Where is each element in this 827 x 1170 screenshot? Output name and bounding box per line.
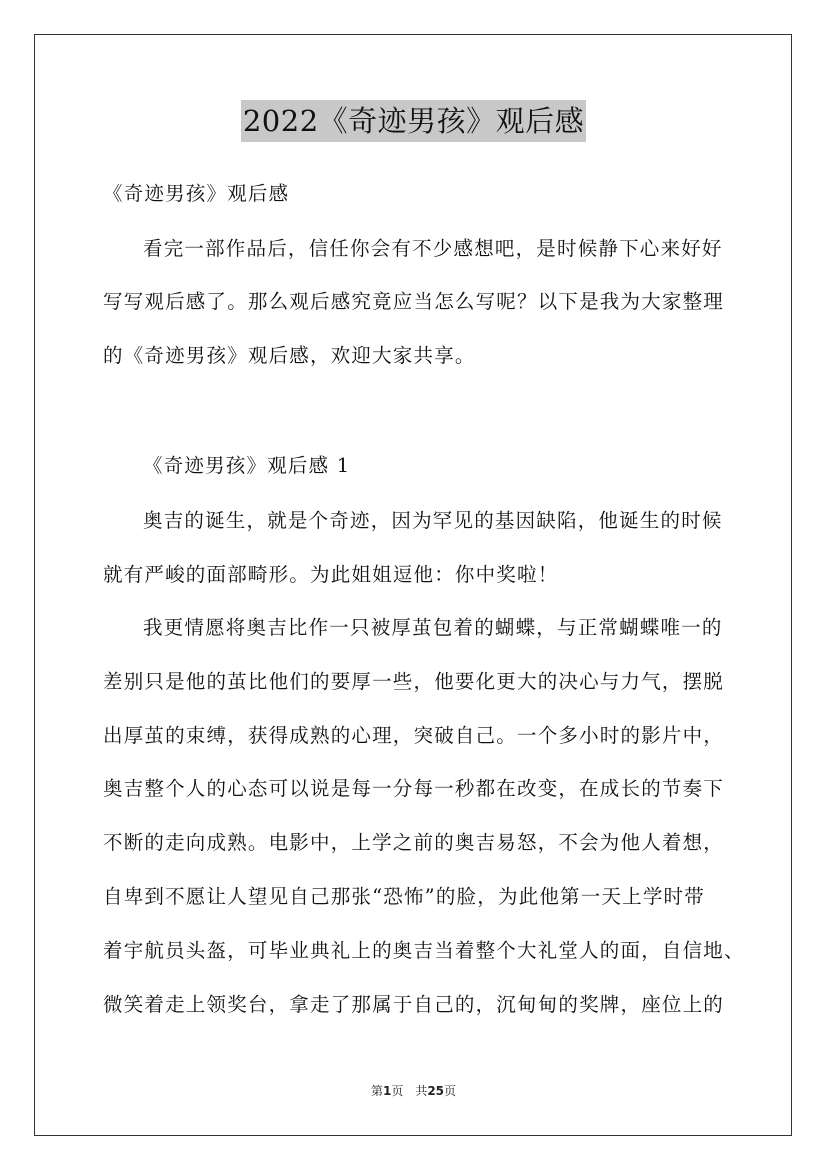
section-heading: 《奇迹男孩》观后感 1 [143,454,351,477]
page-footer [0,1082,827,1099]
paragraph-line: 的《奇迹男孩》观后感，欢迎大家共享。 [103,344,476,367]
paragraph-line: 我更情愿将奥吉比作一只被厚茧包着的蝴蝶，与正常蝴蝶唯一的 [143,616,723,639]
paragraph-line: 出厚茧的束缚，获得成熟的心理，突破自己。一个多小时的影片中， [103,724,725,747]
paragraph-line: 微笑着走上领奖台，拿走了那属于自己的，沉甸甸的奖牌，座位上的 [103,993,725,1016]
paragraph-line: 不断的走向成熟。电影中，上学之前的奥吉易怒，不会为他人着想， [103,831,725,854]
title-container [0,100,827,142]
footer-page-total: 25 [427,1084,445,1098]
paragraph-line: 差别只是他的茧比他们的要厚一些，他要化更大的决心与力气，摆脱 [103,670,725,693]
paragraph-line: 写写观后感了。那么观后感究竟应当怎么写呢？以下是我为大家整理 [103,290,725,313]
footer-page-current: 1 [382,1084,392,1098]
document-title: 2022《奇迹男孩》观后感 [241,100,586,142]
paragraph-line: 看完一部作品后，信任你会有不少感想吧，是时候静下心来好好 [143,237,723,260]
footer-prefix: 第 [370,1084,383,1098]
footer-suffix: 页 [444,1084,457,1098]
paragraph-line: 奥吉的诞生，就是个奇迹，因为罕见的基因缺陷，他诞生的时候 [143,509,723,532]
paragraph-line: 自卑到不愿让人望见自己那张“恐怖”的脸，为此他第一天上学时带 [103,885,705,908]
paragraph-line: 就有严峻的面部畸形。为此姐姐逗他：你中奖啦！ [103,563,559,586]
footer-mid: 页 共 [391,1084,428,1098]
paragraph-line: 着宇航员头盔，可毕业典礼上的奥吉当着整个大礼堂人的面，自信地、 [103,939,745,962]
paragraph-line: 奥吉整个人的心态可以说是每一分每一秒都在改变，在成长的节奏下 [103,777,725,800]
document-subtitle: 《奇迹男孩》观后感 [103,182,290,205]
